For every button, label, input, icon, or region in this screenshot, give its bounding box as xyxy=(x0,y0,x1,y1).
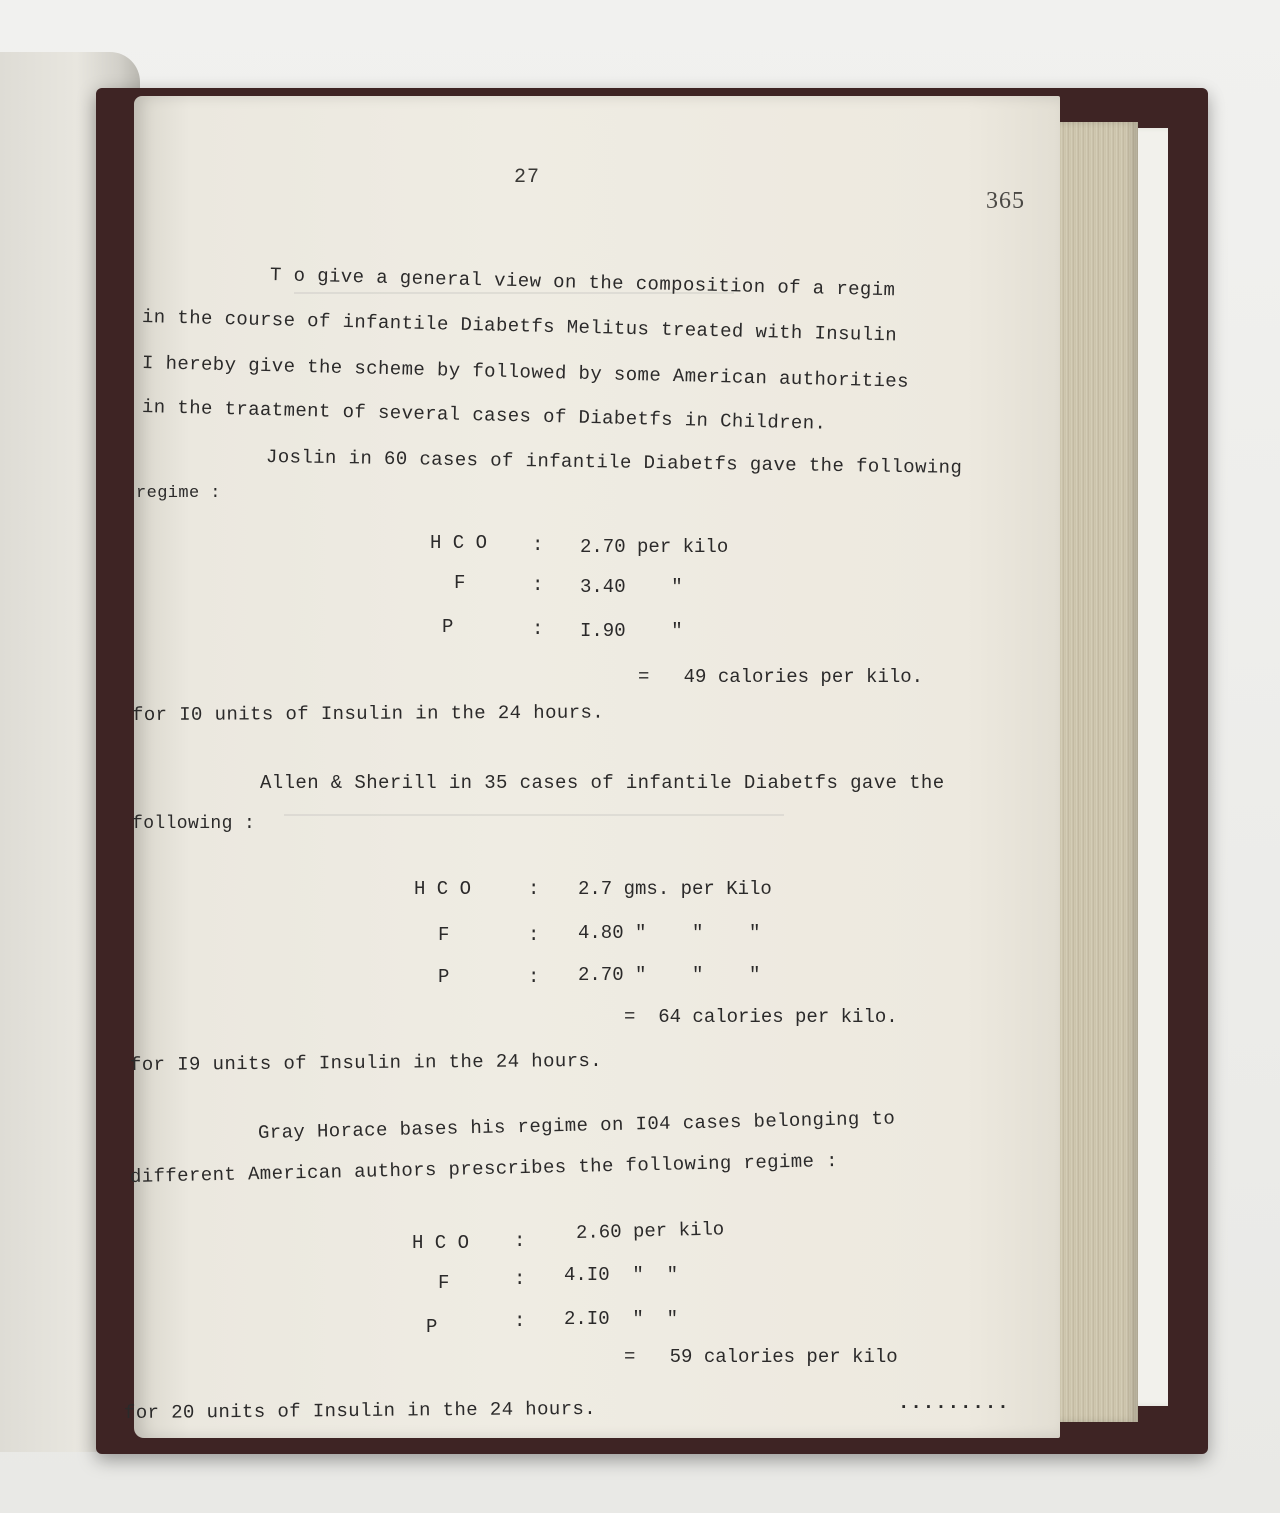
intro-line: in the traatment of several cases of Diabetfs in Children. xyxy=(141,396,827,435)
page-number: 27 xyxy=(514,166,541,189)
gray-row-sep: : xyxy=(514,1230,526,1252)
joslin-row-value: 2.70 per kilo xyxy=(580,536,729,558)
joslin-intro-line: regime : xyxy=(136,484,221,503)
gray-row-label: H C O xyxy=(412,1232,470,1254)
gray-total: = 59 calories per kilo xyxy=(624,1346,898,1368)
joslin-row-sep: : xyxy=(532,574,544,596)
gray-row-sep: : xyxy=(514,1310,526,1332)
bleedthrough-line xyxy=(284,814,784,816)
joslin-row-value: 3.40 " xyxy=(580,576,683,598)
allen-row-value: 4.80 " " " xyxy=(578,922,761,944)
joslin-total: = 49 calories per kilo. xyxy=(638,666,924,688)
allen-row-label: H C O xyxy=(414,878,472,900)
allen-intro-line: Allen & Sherill in 35 cases of infantile Diabetfs gave the xyxy=(260,772,945,794)
allen-row-sep: : xyxy=(528,878,540,900)
page-edges xyxy=(1050,122,1138,1422)
typed-page xyxy=(123,96,1060,1438)
allen-row-sep: : xyxy=(528,924,540,946)
joslin-row-label: H C O xyxy=(430,532,488,554)
joslin-row-sep: : xyxy=(532,534,544,556)
stamp-number: 365 xyxy=(986,188,1025,214)
joslin-footer: for I0 units of Insulin in the 24 hours. xyxy=(131,701,605,726)
joslin-intro-line: Joslin in 60 cases of infantile Diabetfs gave the following xyxy=(265,446,963,479)
intro-line: I hereby give the scheme by followed by some American authorities xyxy=(141,352,910,393)
allen-row-label: F xyxy=(438,924,450,946)
gray-intro-line: different American authors prescribes the following regime : xyxy=(129,1149,839,1188)
intro-line: in the course of infantile Diabetfs Melitus treated with Insulin xyxy=(141,306,898,347)
allen-row-value: 2.70 " " " xyxy=(578,964,761,986)
gray-row-label: P xyxy=(426,1316,438,1338)
joslin-row-value: I.90 " xyxy=(580,620,683,642)
allen-total: = 64 calories per kilo. xyxy=(624,1006,898,1028)
joslin-row-label: P xyxy=(442,616,454,638)
allen-row-sep: : xyxy=(528,966,540,988)
allen-intro-line: following : xyxy=(132,814,256,834)
gray-row-value: 2.60 per kilo xyxy=(575,1218,725,1244)
gray-row-value: 4.I0 " " xyxy=(564,1264,679,1286)
intro-line: T o give a general view on the composition of a regim xyxy=(269,264,896,302)
allen-row-label: P xyxy=(438,966,450,988)
joslin-row-label: F xyxy=(454,572,466,594)
gray-intro-line: Gray Horace bases his regime on I04 cases belonging to xyxy=(257,1107,896,1144)
continuation-dots: ......... xyxy=(898,1392,1010,1414)
gray-footer: for 20 units of Insulin in the 24 hours. xyxy=(123,1397,597,1424)
gray-row-value: 2.I0 " " xyxy=(564,1308,679,1330)
allen-footer: for I9 units of Insulin in the 24 hours. xyxy=(129,1049,603,1076)
gray-row-label: F xyxy=(438,1272,450,1294)
joslin-row-sep: : xyxy=(532,618,544,640)
gray-row-sep: : xyxy=(514,1268,526,1290)
allen-row-value: 2.7 gms. per Kilo xyxy=(578,878,772,900)
